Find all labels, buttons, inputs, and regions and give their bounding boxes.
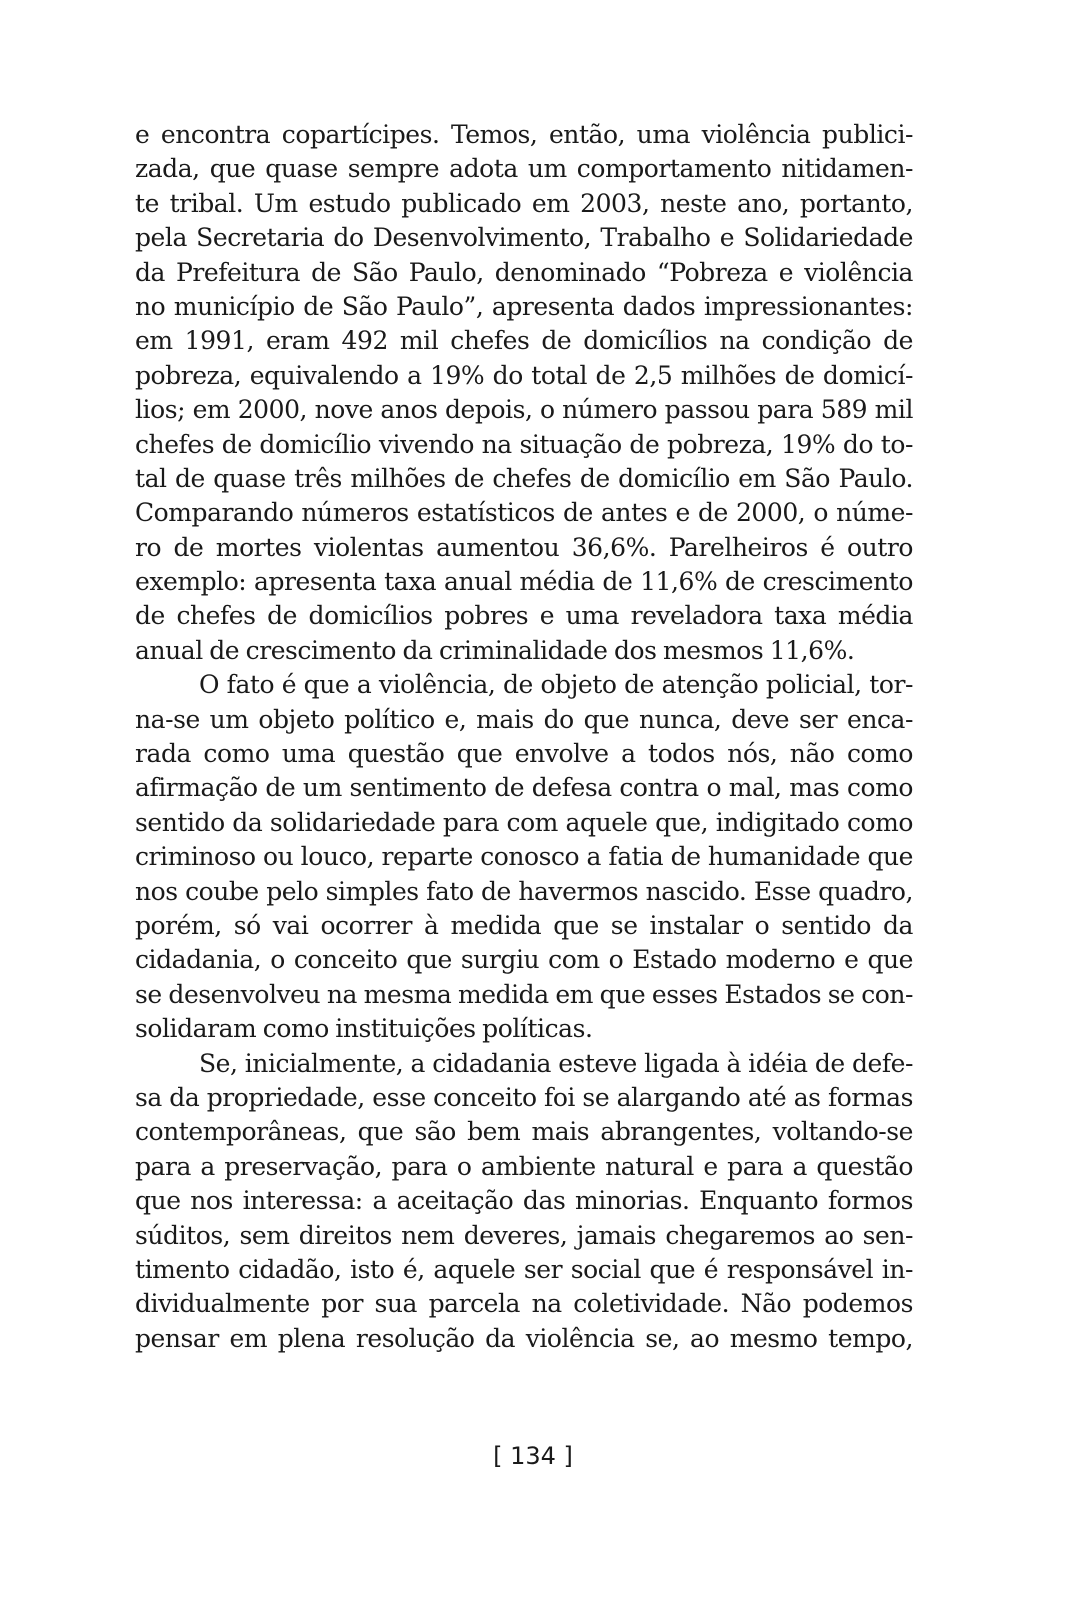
paragraph-1: [135, 118, 913, 668]
text-line: que nos interessa: a aceitação das minorias. Enquanto formos: [135, 1186, 913, 1216]
text-line: tal de quase três milhões de chefes de domicílio em São Paulo.: [135, 463, 913, 493]
text-line: exemplo: apresenta taxa anual média de 11,6% de crescimento: [135, 567, 913, 597]
text-line: O fato é que a violência, de objeto de atenção policial, tor-: [199, 670, 913, 700]
text-line: da Prefeitura de São Paulo, denominado “Pobreza e violência: [135, 257, 913, 287]
text-line: sentido da solidariedade para com aquele que, indigitado como: [135, 807, 913, 837]
text-line: te tribal. Um estudo publicado em 2003, neste ano, portanto,: [135, 188, 913, 218]
text-line: na-se um objeto político e, mais do que nunca, deve ser enca-: [135, 704, 913, 734]
text-line: nos coube pelo simples fato de havermos nascido. Esse quadro,: [135, 876, 913, 906]
text-line: rada como uma questão que envolve a todos nós, não como: [135, 739, 913, 769]
text-line: súditos, sem direitos nem deveres, jamais chegaremos ao sen-: [135, 1220, 913, 1250]
text-line: lios; em 2000, nove anos depois, o número passou para 589 mil: [135, 395, 913, 425]
text-line: contemporâneas, que são bem mais abrangentes, voltando-se: [135, 1117, 913, 1147]
text-line: Comparando números estatísticos de antes e de 2000, o núme-: [135, 498, 913, 528]
text-line: anual de crescimento da criminalidade dos mesmos 11,6%.: [135, 635, 855, 665]
text-line: dividualmente por sua parcela na coletividade. Não podemos: [135, 1289, 913, 1319]
text-line: de chefes de domicílios pobres e uma reveladora taxa média: [135, 601, 913, 631]
text-line: cidadania, o conceito que surgiu com o Estado moderno e que: [135, 945, 913, 975]
paragraph-2: [135, 668, 913, 1046]
text-line: criminoso ou louco, reparte conosco a fatia de humanidade que: [135, 842, 913, 872]
text-line: pela Secretaria do Desenvolvimento, Trabalho e Solidariedade: [135, 223, 913, 253]
text-line: chefes de domicílio vivendo na situação de pobreza, 19% do to-: [135, 429, 913, 459]
text-line: zada, que quase sempre adota um comportamento nitidamen-: [135, 154, 913, 184]
text-line: pensar em plena resolução da violência se, ao mesmo tempo,: [135, 1323, 913, 1353]
text-line: timento cidadão, isto é, aquele ser social que é responsável in-: [135, 1254, 913, 1284]
text-line: porém, só vai ocorrer à medida que se instalar o sentido da: [135, 910, 913, 940]
paragraph-3: [135, 1047, 913, 1357]
text-line: ro de mortes violentas aumentou 36,6%. Parelheiros é outro: [135, 532, 913, 562]
text-line: solidaram como instituições políticas.: [135, 1014, 593, 1044]
text-line: em 1991, eram 492 mil chefes de domicílios na condição de: [135, 326, 913, 356]
text-line: sa da propriedade, esse conceito foi se alargando até as formas: [135, 1082, 913, 1112]
text-line: afirmação de um sentimento de defesa contra o mal, mas como: [135, 773, 913, 803]
text-line: pobreza, equivalendo a 19% do total de 2,5 milhões de domicí-: [135, 360, 913, 390]
text-line: se desenvolveu na mesma medida em que esses Estados se con-: [135, 979, 913, 1009]
text-line: e encontra copartícipes. Temos, então, uma violência publici-: [135, 120, 913, 149]
page-body-text: [135, 118, 913, 1356]
page-number: [ 134 ]: [493, 1442, 573, 1470]
text-line: Se, inicialmente, a cidadania esteve ligada à idéia de defe-: [199, 1048, 913, 1078]
text-line: para a preservação, para o ambiente natural e para a questão: [135, 1151, 913, 1181]
text-line: no município de São Paulo”, apresenta dados impressionantes:: [135, 291, 913, 321]
